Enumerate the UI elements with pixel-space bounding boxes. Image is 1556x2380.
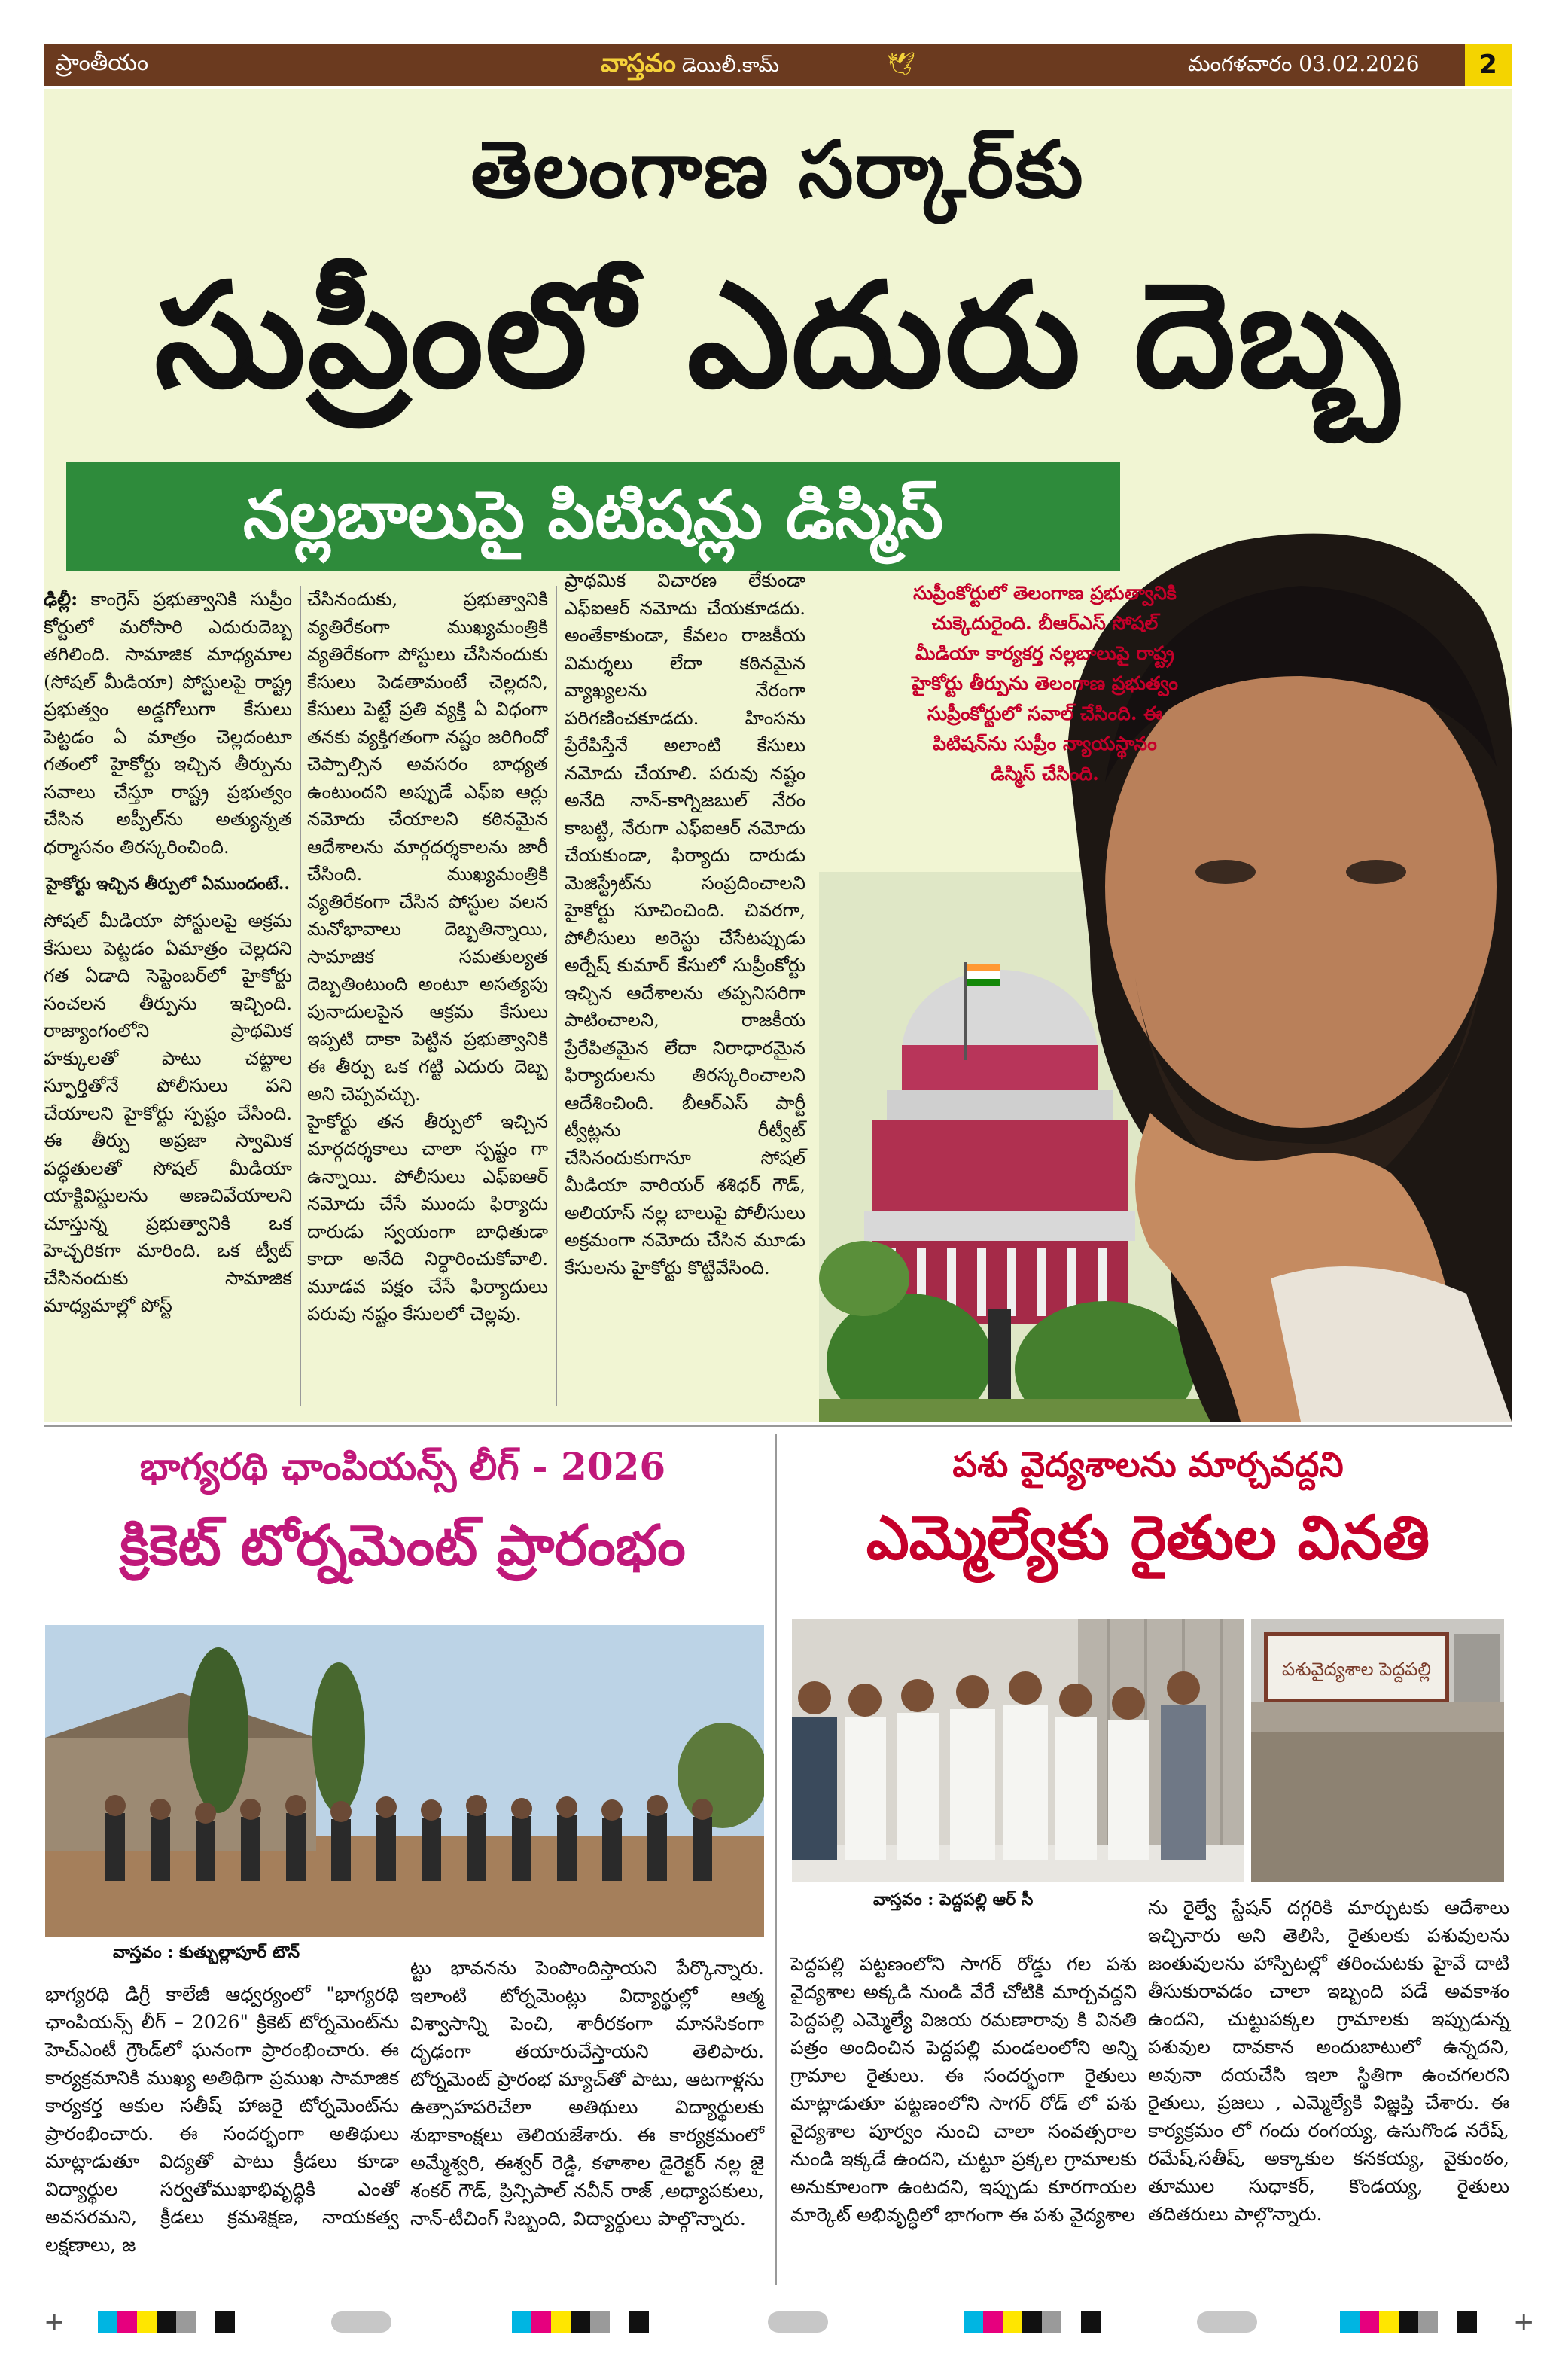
cricket-byline: వాస్తవం : కుత్బుల్లాపూర్ టౌన్: [113, 1943, 300, 1962]
cricket-col2-text: ట్టు భావనను పెంపొందిస్తాయని పేర్కొన్నారు. ఇలాంటి టోర్నమెంట్లు విద్యార్థుల్లో ఆత్మ విశ్వాసాన్ని పెంచి, శారీరకంగా మానసికంగా దృఢంగా తయారుచేస్తాయని తెలిపారు. టోర్నమెంట్ ప్రారంభ మ్యాచ్‌తో పాటు, ఆటగాళ్లను ఉత్సాహపరిచేలా అతిథులు విద్యార్థులకు శుభాకాంక్షలు తెలియజేశారు. ఈ కార్యక్రమంలో అమ్మేశ్వరి, ఈశ్వర్ రెడ్డి, కళాశాల డైరెక్టర్ నల్ల జై శంకర్ గౌడ్, ప్రిన్సిపాల్ నవీన్ రాజ్ ,అధ్యాపకులు, నాన్-టీచింగ్ సిబ్బంది, విద్యార్థులు పాల్గొన్నారు.: [410, 1957, 764, 2229]
lead-column-3: [565, 567, 805, 1281]
lead-col1-paragraph-1: [44, 586, 292, 861]
lead-headline: సుప్రీంలో ఎదురు దెబ్బ: [154, 251, 1401, 420]
section-divider: [44, 1425, 1512, 1427]
farmers-col2-text: ను రైల్వే స్టేషన్ దగ్గరికి మార్చుటకు ఆదేశాలు ఇచ్చినారు అని తెలిసి, రైతులకు పశువులను జంతువులను హాస్పిటల్లో తరించుటకు హైవే దాటి తీసుకురావడం చాలా ఇబ్బంది పడే అవకాశం ఉందని, చుట్టుపక్కల గ్రామాలకు ఇప్పుడున్న పశువుల దావకాన అందుబాటులో ఉన్నదని, అవునా దయచేసి ఇలా స్థితిగా ఉంచగలరని రైతులు, ప్రజలు , ఎమ్మెల్యేకి విజ్ఞప్తి చేశారు. ఈ కార్యక్రమం లో గందు రంగయ్య, ఉసుగొండ నరేష్, రమేష్,సతీష్, అక్కాకుల కనకయ్య, వైకుంఠం, తూముల సుధాకర్, కొండయ్య, రైతులు తదితరులు పాల్గొన్నారు.: [1148, 1897, 1509, 2225]
cricket-headline: క్రికెట్ టోర్నమెంట్ ప్రారంభం: [120, 1513, 686, 1578]
registration-pill: [768, 2311, 828, 2333]
column-rule: [556, 586, 557, 1406]
lead-col2-paragraph-2: హైకోర్టు తన తీర్పులో ఇచ్చిన మార్గదర్శకాలు చాలా స్పష్టం గా ఉన్నాయి. పోలీసులు ఎఫ్ఐఆర్ నమోదు చేసే ముందు ఫిర్యాదు దారుడు స్వయంగా బాధితుడా కాదా అనేది నిర్ధారించుకోవాలి. మూడవ పక్షం చేసే ఫిర్యాదులు పరువు నష్టం కేసులలో చెల్లవు.: [307, 1110, 548, 1324]
cricket-photo: [45, 1625, 764, 1937]
lead-col1-text-1: కాంగ్రెస్ ప్రభుత్వానికి సుప్రీం కోర్టులో మరోసారి ఎదురుదెబ్బ తగిలింది. సామాజిక మాధ్యమాల (సోషల్ మీడియా) పోస్టులపై రాష్ట్ర ప్రభుత్వం అడ్డగోలుగా కేసులు పెట్టడం ఏ మాత్రం చెల్లదంటూ గతంలో హైకోర్టు ఇచ్చిన తీర్పును సవాలు చేస్తూ రాష్ట్ర ప్రభుత్వం చేసిన అప్పీల్‌ను అత్యున్నత ధర్మాసనం తిరస్కరించింది.: [44, 588, 292, 858]
brand-name: వాస్తవం: [601, 48, 676, 78]
issue-date: మంగళవారం 03.02.2026: [1188, 51, 1420, 76]
dateline: ఢిల్లీ:: [44, 588, 78, 610]
farmers-photo-hospital: [1251, 1619, 1504, 1882]
cricket-col1-text: భాగ్యరథి డిగ్రీ కాలేజీ ఆధ్వర్యంలో "భాగ్యరథి ఛాంపియన్స్ లీగ్ – 2026" క్రికెట్ టోర్నమెంట్‌ను హెచ్ఎంటీ గ్రౌండ్‌లో ఘనంగా ప్రారంభించారు. ఈ కార్యక్రమానికి ముఖ్య అతిథిగా ప్రముఖ సామాజిక కార్యకర్త ఆకుల సతీష్ హాజరై టోర్నమెంట్‌ను ప్రారంభించారు. ఈ సందర్భంగా అతిథులు మాట్లాడుతూ విద్యతో పాటు క్రీడలు కూడా విద్యార్థుల సర్వతోముఖాభివృద్ధికి ఎంతో అవసరమని, క్రీడలు క్రమశిక్షణ, నాయకత్వ లక్షణాలు, జ: [45, 1983, 399, 2256]
hospital-sign: పశువైద్యశాల పెద్దపల్లి: [1282, 1659, 1431, 1680]
farmers-headline: ఎమ్మెల్యేకు రైతుల వినతి: [866, 1502, 1430, 1573]
color-bar: [512, 2311, 649, 2333]
brand-sub: డెయిలీ.కామ్: [681, 54, 779, 77]
cricket-kicker: భాగ్యరథి ఛాంపియన్స్ లీగ్ - 2026: [139, 1444, 666, 1489]
registration-pill: [331, 2311, 391, 2333]
brand-logo: [601, 48, 779, 84]
farmers-photo-meeting: [792, 1619, 1244, 1882]
farmers-col1-text: పెద్దపల్లి పట్టణంలోని సాగర్ రోడ్డు గల పశు వైద్యశాల అక్కడి నుండి వేరే చోటికి మార్చవద్దని పెద్దపల్లి ఎమ్మెల్యే విజయ రమణారావు కి వినతి పత్రం అందించిన పెద్దపల్లి మండలంలోని అన్ని గ్రామాల రైతులు. ఈ సందర్భంగా రైతులు మాట్లాడుతూ పట్టణంలోని సాగర్ రోడ్ లో పశు వైద్యశాల పూర్వం నుంచి చాలా సంవత్సరాల నుండి ఇక్కడే ఉందని, చుట్టూ ప్రక్కల గ్రామాలకు అనుకూలంగా ఉంటదని, ఇప్పుడు కూరగాయల మార్కెట్ అభివృద్ధిలో భాగంగా ఈ పశు వైద్యశాల: [790, 1953, 1137, 2226]
section-label: ప్రాంతీయం: [56, 50, 149, 76]
farmers-column-1: [790, 1950, 1137, 2229]
registration-cross-icon: +: [1513, 2307, 1535, 2337]
lead-col2-paragraph-1: చేసినందుకు, ప్రభుత్వానికి వ్యతిరేకంగా ముఖ్యమంత్రికి వ్యతిరేకంగా పోస్టులు చేసినందుకు కేసులు పెడతామంటే చెల్లదని, కేసులు పెట్టే ప్రతి వ్యక్తి ఏ విధంగా తనకు వ్యక్తిగతంగా నష్టం జరిగిందో చెప్పాల్సిన అవసరం బాధ్యత ఉంటుందని అప్పుడే ఎఫ్ఐ ఆర్లు నమోదు చేయాలని కఠినమైన ఆదేశాలను మార్గదర్శకాలను జారీ చేసింది. ముఖ్యమంత్రికి వ్యతిరేకంగా చేసిన పోస్టుల వలన మనోభావాలు దెబ్బతిన్నాయి, సామాజిక సమతుల్యత దెబ్బతింటుంది అంటూ అసత్యపు పునాదులపైన ఆక్రమ కేసులు ఇప్పటి దాకా పెట్టిన ప్రభుత్వానికి ఈ తీర్పు ఒక గట్టి ఎదురు దెబ్బ అని చెప్పవచ్చు.: [307, 588, 548, 1105]
color-bar: [98, 2311, 235, 2333]
color-bar: [1340, 2311, 1477, 2333]
lead-kicker: తెలంగాణ సర్కార్‌కు: [470, 123, 1085, 215]
column-rule: [300, 586, 301, 1406]
lead-story: [44, 89, 1512, 1422]
cricket-column-2: [410, 1954, 764, 2232]
lead-col3-paragraph-1: ప్రాథమిక విచారణ లేకుండా ఎఫ్ఐఆర్ నమోదు చేయకూడదు. అంతేకాకుండా, కేవలం రాజకీయ విమర్శలు లేదా కఠినమైన వ్యాఖ్యలను నేరంగా పరిగణించకూడదు. హింసను ప్రేరేపిస్తేనే అలాంటి కేసులు నమోదు చేయాలి. పరువు నష్టం అనేది నాన్-కాగ్నిజబుల్ నేరం కాబట్టి, నేరుగా ఎఫ్ఐఆర్ నమోదు చేయకుండా, ఫిర్యాదు దారుడు మెజిస్ట్రేట్‌ను సంప్రదించాలని హైకోర్టు సూచించింది. చివరగా, పోలీసులు అరెస్టు చేసేటప్పుడు అర్నేష్ కుమార్ కేసులో సుప్రీంకోర్టు ఇచ్చిన ఆదేశాలను తప్పనిసరిగా పాటించాలని, రాజకీయ ప్రేరేపితమైన లేదా నిరాధారమైన ఫిర్యాదులను తిరస్కరించాలని ఆదేశించింది. బీఆర్ఎస్ పార్టీ ట్వీట్లను రీట్వీట్ చేసినందుకుగానూ సోషల్ మీడియా వారియర్ శశిధర్ గౌడ్, అలియాస్ నల్ల బాలుపై పోలీసులు అక్రమంగా నమోదు చేసిన మూడు కేసులను హైకోర్టు కొట్టివేసింది.: [565, 569, 805, 1278]
farmers-byline: వాస్తవం : పెద్దపల్లి ఆర్ సీ: [873, 1890, 1034, 1909]
lead-col1-subhead: హైకోర్టు ఇచ్చిన తీర్పులో ఏముందంటే..: [45, 874, 291, 894]
lead-col1-paragraph-2: సోషల్ మీడియా పోస్టులపై అక్రమ కేసులు పెట్టడం ఏమాత్రం చెల్లదని గత ఏడాది సెప్టెంబర్‌లో హైకోర్టు సంచలన తీర్పును ఇచ్చింది. రాజ్యాంగంలోని ప్రాథమిక హక్కులతో పాటు చట్టాల స్ఫూర్తితోనే పోలీసులు పని చేయాలని హైకోర్టు స్పష్టం చేసింది. ఈ తీర్పు అప్రజా స్వామిక పద్ధతులతో సోషల్ మీడియా యాక్టివిస్టులను అణచివేయాలని చూస్తున్న ప్రభుత్వానికి ఒక హెచ్చరికగా మారింది. ఒక ట్వీట్ చేసినందుకు సామాజిక మాధ్యమాల్లో పోస్ట్: [44, 910, 292, 1316]
page-number: 2: [1465, 44, 1512, 86]
dove-icon: 🕊: [887, 51, 916, 78]
farmers-column-2: [1148, 1894, 1509, 2228]
lead-column-2: [307, 586, 548, 1328]
cricket-column-1: [45, 1980, 399, 2259]
color-bar: [964, 2311, 1101, 2333]
masthead: [44, 44, 1512, 86]
story-divider: [775, 1434, 777, 2285]
farmers-kicker: పశు వైద్యశాలను మార్చవద్దని: [952, 1444, 1344, 1485]
registration-pill: [1197, 2311, 1257, 2333]
lead-caption: సుప్రీంకోర్టులో తెలంగాణ ప్రభుత్వానికి చుక్కెదురైంది. బీఆర్ఎస్ సోషల్ మీడియా కార్యకర్త నల్లబాలుపై రాష్ట్ర హైకోర్టు తీర్పును తెలంగాణ ప్రభుత్వం సుప్రీంకోర్టులో సవాల్ చేసింది. ఈ పిటిషన్‌ను సుప్రీం న్యాయస్థానం డిస్మిస్ చేసింది.: [912, 582, 1178, 785]
lead-deck: నల్లబాలుపై పిటిషన్లు డిస్మిస్: [242, 475, 943, 553]
registration-cross-icon: +: [44, 2307, 65, 2337]
lead-column-1: [44, 586, 292, 1320]
